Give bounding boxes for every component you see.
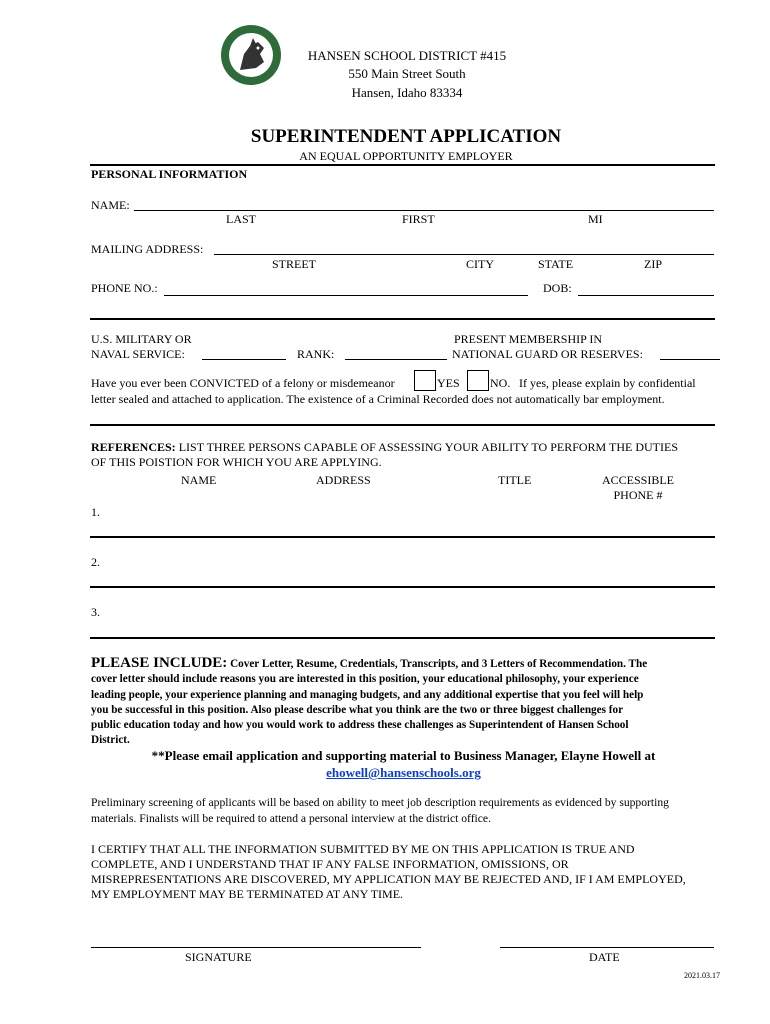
district-name: HANSEN SCHOOL DISTRICT #415 — [307, 48, 507, 63]
reference-row-3-line[interactable] — [90, 637, 715, 639]
naval-service-label: NAVAL SERVICE: — [91, 347, 185, 361]
section-rule-top — [90, 164, 715, 166]
district-seal-logo — [220, 24, 282, 86]
page-title: SUPERINTENDENT APPLICATION — [250, 126, 562, 147]
national-guard-field[interactable] — [660, 359, 720, 360]
conviction-explain: If yes, please explain by confidential — [519, 376, 696, 390]
section-rule-references — [90, 424, 715, 426]
phone-label: PHONE NO.: — [91, 281, 158, 295]
certify-line1: I CERTIFY THAT ALL THE INFORMATION SUBMITTED BY ME ON THIS APPLICATION IS TRUE AND — [91, 842, 635, 856]
zip-caption: ZIP — [644, 257, 662, 271]
please-include-heading: PLEASE INCLUDE: — [91, 655, 228, 671]
date-field[interactable] — [500, 947, 714, 948]
no-label: NO. — [490, 376, 511, 390]
mi-caption: MI — [588, 212, 603, 226]
no-checkbox[interactable] — [467, 370, 489, 391]
conviction-note: letter sealed and attached to application. The existence of a Criminal Recorded does not automatically bar employment. — [91, 392, 665, 406]
yes-checkbox[interactable] — [414, 370, 436, 391]
signature-label: SIGNATURE — [185, 950, 252, 964]
naval-service-field[interactable] — [202, 359, 286, 360]
please-include-line5: public education today and how you would work to address these challenges as Superintendent of Hansen School — [91, 719, 629, 731]
please-include-text: Cover Letter, Resume, Credentials, Transcripts, and 3 Letters of Recommendation. The — [230, 658, 648, 670]
references-heading-label: REFERENCES: — [91, 440, 176, 454]
screening-line1: Preliminary screening of applicants will be based on ability to meet job description requirements as evidenced by supporting — [91, 796, 669, 809]
reference-row-1-line[interactable] — [90, 536, 715, 538]
phone-field[interactable] — [164, 295, 528, 296]
city-caption: CITY — [466, 257, 494, 271]
district-street: 550 Main Street South — [348, 66, 466, 81]
rank-label: RANK: — [297, 347, 335, 361]
email-instruction: **Please email application and supporting material to Business Manager, Elayne Howell at — [151, 748, 656, 763]
mailing-address-field[interactable] — [214, 254, 714, 255]
rank-field[interactable] — [345, 359, 447, 360]
references-heading-text: LIST THREE PERSONS CAPABLE OF ASSESSING YOUR ABILITY TO PERFORM THE DUTIES — [178, 440, 678, 454]
district-city-state: Hansen, Idaho 83334 — [351, 85, 463, 100]
national-guard-label: NATIONAL GUARD OR RESERVES: — [452, 347, 643, 361]
email-link-wrapper — [91, 765, 716, 781]
dob-field[interactable] — [578, 295, 714, 296]
please-include-line4: you be successful in this position. Also please describe what you think are the two or three biggest challenges for — [91, 704, 624, 716]
col-name-header: NAME — [181, 473, 217, 487]
date-label: DATE — [589, 950, 620, 964]
reference-row-2-line[interactable] — [90, 586, 715, 588]
form-version: 2021.03.17 — [684, 971, 720, 980]
col-title-header: TITLE — [498, 473, 532, 487]
references-heading-line2: OF THIS POISTION FOR WHICH YOU ARE APPLYING. — [91, 455, 382, 469]
please-include-line3: leading people, your experience planning and managing budgets, and any additional expertise that you feel will help — [91, 689, 644, 701]
name-label: NAME: — [91, 198, 130, 212]
reference-row-1-number: 1. — [91, 505, 100, 519]
references-heading — [91, 440, 678, 455]
state-caption: STATE — [538, 257, 574, 271]
section-rule-military — [90, 318, 715, 320]
us-military-label: U.S. MILITARY OR — [91, 332, 192, 346]
dob-label: DOB: — [543, 281, 572, 295]
present-membership-label: PRESENT MEMBERSHIP IN — [454, 332, 603, 346]
certify-line4: MY EMPLOYMENT MAY BE TERMINATED AT ANY TIME. — [91, 887, 404, 901]
screening-line2: materials. Finalists will be required to attend a personal interview at the district office. — [91, 812, 491, 825]
yes-label: YES — [437, 376, 460, 390]
name-field[interactable] — [134, 210, 714, 211]
signature-field[interactable] — [91, 947, 421, 948]
please-include-line6: District. — [91, 734, 130, 746]
col-accessible-header: ACCESSIBLE — [601, 473, 674, 487]
certify-line3: MISREPRESENTATIONS ARE DISCOVERED, MY APPLICATION MAY BE REJECTED AND, IF I AM EMPLOYED, — [91, 872, 686, 886]
col-phone-header: PHONE # — [613, 488, 663, 502]
personal-section-heading: PERSONAL INFORMATION — [91, 167, 248, 181]
certify-line2: COMPLETE, AND I UNDERSTAND THAT IF ANY FALSE INFORMATION, OMISSIONS, OR — [91, 857, 569, 871]
col-address-header: ADDRESS — [316, 473, 371, 487]
street-caption: STREET — [272, 257, 316, 271]
last-caption: LAST — [226, 212, 256, 226]
please-include-line2: cover letter should include reasons you are interested in this position, your educational philosophy, your experience — [91, 673, 639, 685]
page-subtitle: AN EQUAL OPPORTUNITY EMPLOYER — [299, 149, 513, 163]
mailing-address-label: MAILING ADDRESS: — [91, 242, 204, 256]
conviction-question: Have you ever been CONVICTED of a felony or misdemeanor — [91, 376, 395, 390]
please-include-line1 — [91, 655, 647, 672]
first-caption: FIRST — [402, 212, 435, 226]
email-link[interactable]: ehowell@hansenschools.org — [326, 765, 481, 780]
reference-row-3-number: 3. — [91, 605, 100, 619]
reference-row-2-number: 2. — [91, 555, 100, 569]
